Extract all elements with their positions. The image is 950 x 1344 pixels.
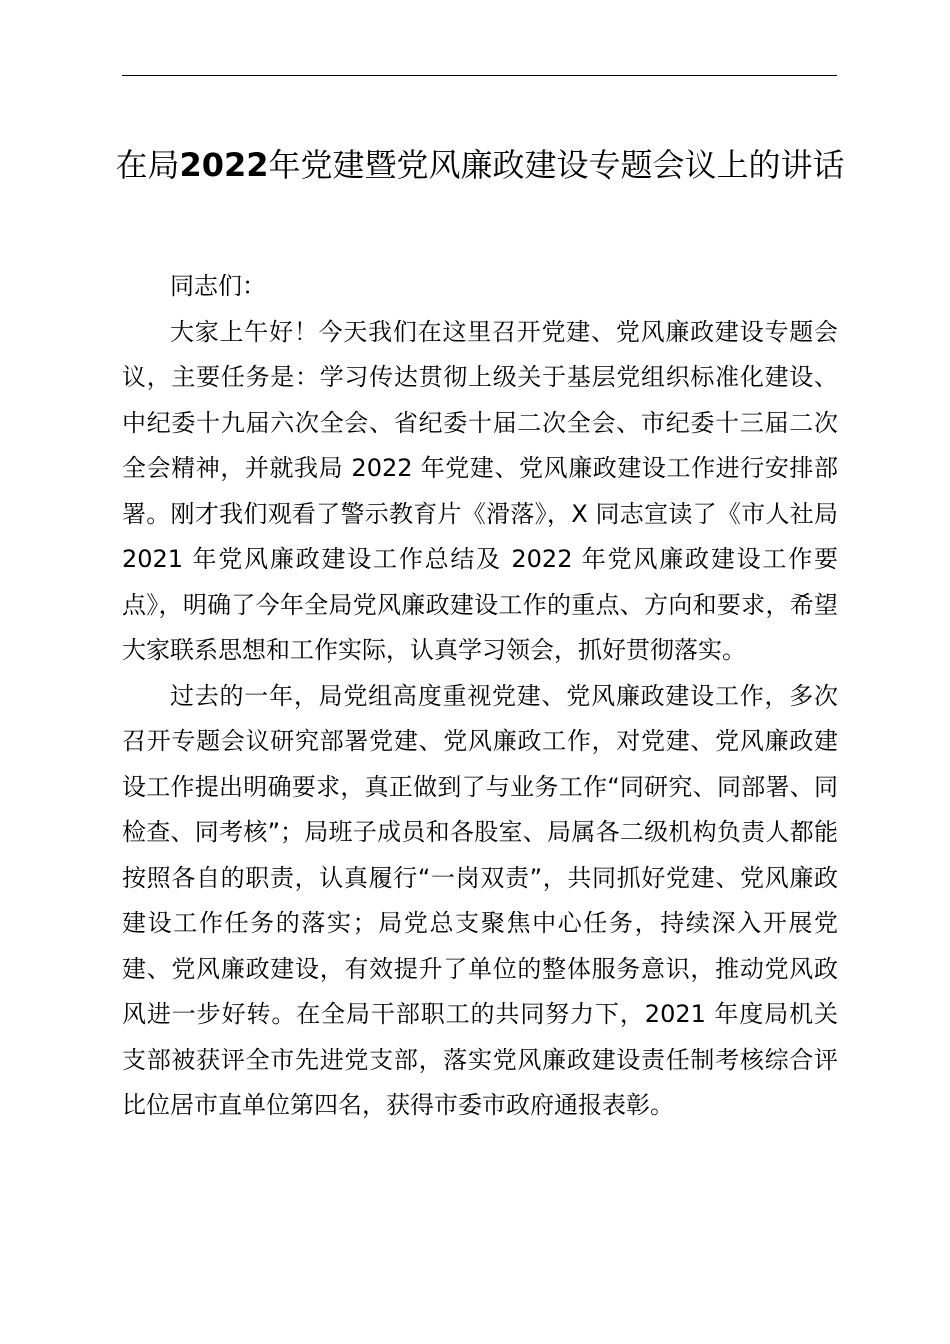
document-body	[122, 264, 838, 1129]
body-paragraph-1: 大家上午好！今天我们在这里召开党建、党风廉政建设专题会议，主要任务是：学习传达贯彻上级关于基层党组织标准化建设、中纪委十九届六次全会、省纪委十届二次全会、市纪委十三届二次全会精神，并就我局 2022 年党建、党风廉政建设工作进行安排部署。刚才我们观看了警示教育片《滑落》，X 同志宣读了《市人社局 2021 年党风廉政建设工作总结及 2022 年党风廉政建设工作要点》，明确了今年全局党风廉政建设工作的重点、方向和要求，希望大家联系思想和工作实际，认真学习领会，抓好贯彻落实。	[122, 317, 838, 664]
title-prefix: 在局	[115, 146, 180, 184]
body-paragraph-2: 过去的一年，局党组高度重视党建、党风廉政建设工作，多次召开专题会议研究部署党建、党风廉政工作，对党建、党风廉政建设工作提出明确要求，真正做到了与业务工作“同研究、同部署、同检查、同考核”；局班子成员和各股室、局属各二级机构负责人都能按照各自的职责，认真履行“一岗双责”，共同抓好党建、党风廉政建设工作任务的落实；局党总支聚焦中心任务，持续深入开展党建、党风廉政建设，有效提升了单位的整体服务意识，推动党风政风进一步好转。在全局干部职工的共同努力下，2021 年度局机关支部被获评全市先进党支部，落实党风廉政建设责任制考核综合评比位居市直单位第四名，获得市委市政府通报表彰。	[122, 681, 838, 1119]
title-suffix: 年党建暨党风廉政建设专题会议上的讲话	[268, 146, 845, 184]
title-year: 2022	[179, 146, 269, 184]
header-rule	[122, 75, 837, 76]
document-title	[115, 142, 845, 188]
salutation: 同志们：	[170, 272, 266, 300]
